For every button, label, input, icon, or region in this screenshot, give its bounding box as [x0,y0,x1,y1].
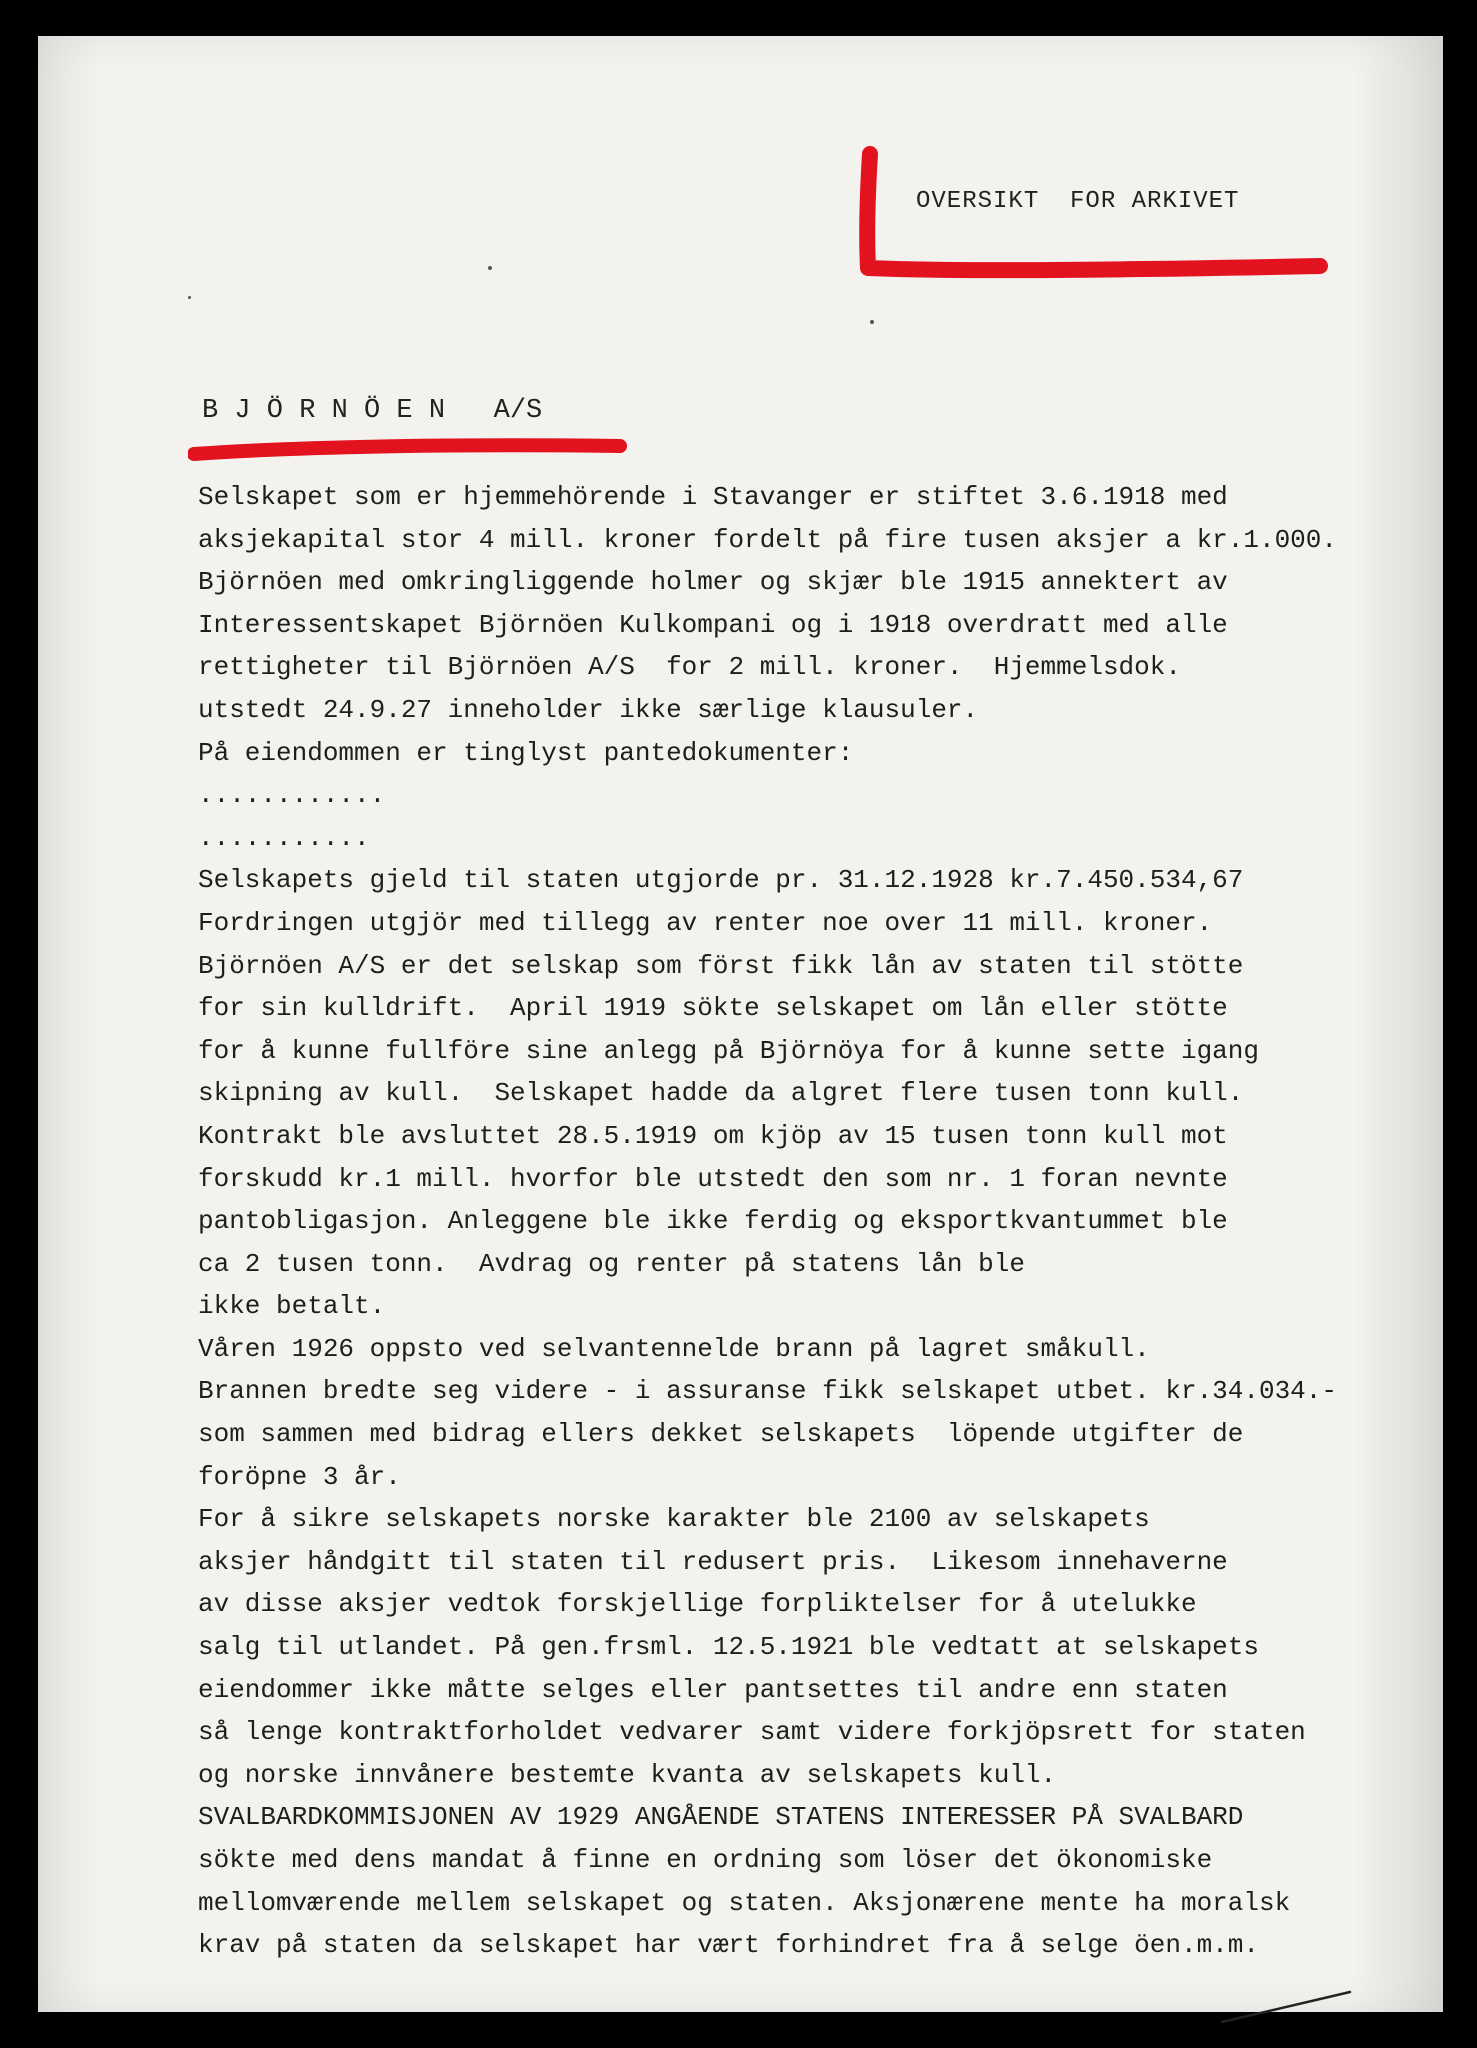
text-line: som sammen med bidrag ellers dekket selskapets löpende utgifter de [198,1419,1244,1450]
red-marker-corner [818,146,1358,286]
text-line: Selskapets gjeld til staten utgjorde pr. 31.12.1928 kr.7.450.534,67 [198,865,1244,896]
text-line: ca 2 tusen tonn. Avdrag og renter på statens lån ble [198,1248,1025,1279]
archive-header: OVERSIKT FOR ARKIVET [916,188,1240,215]
pen-stroke-mark [1218,1986,1358,2026]
text-line: Kontrakt ble avsluttet 28.5.1919 om kjöp av 15 tusen tonn kull mot [198,1120,1228,1151]
text-line: Brannen bredte seg videre - i assuranse fikk selskapet utbet. kr.34.034.- [198,1376,1337,1407]
text-line: Björnöen A/S er det selskap som först fikk lån av staten til stötte [198,950,1244,981]
text-line: krav på staten da selskapet har vært forhindret fra å selge öen.m.m. [198,1930,1259,1961]
text-line: ikke betalt. [198,1291,386,1322]
text-line: ........... [198,822,370,853]
text-line: Fordringen utgjör med tillegg av renter noe over 11 mill. kroner. [198,907,1213,938]
text-line: Björnöen med omkringliggende holmer og skjær ble 1915 annektert av [198,567,1228,598]
document-page [38,36,1443,2012]
text-line: aksjekapital stor 4 mill. kroner fordelt på fire tusen aksjer a kr.1.000. [198,524,1337,555]
text-line: forskudd kr.1 mill. hvorfor ble utstedt den som nr. 1 foran nevnte [198,1163,1228,1194]
text-line: Interessentskapet Björnöen Kulkompani og i 1918 overdratt med alle [198,609,1228,640]
text-line: rettigheter til Björnöen A/S for 2 mill. kroner. Hjemmelsdok. [198,652,1181,683]
text-line: Selskapet som er hjemmehörende i Stavanger er stiftet 3.6.1918 med [198,482,1228,512]
body-text [198,476,1418,1967]
page-left-shadow [38,36,98,2012]
text-line: På eiendommen er tinglyst pantedokumenter: [198,737,854,768]
text-line: av disse aksjer vedtok forskjellige forpliktelser for å utelukke [198,1589,1197,1620]
text-line: for sin kulldrift. April 1919 sökte selskapet om lån eller stötte [198,993,1228,1024]
text-line: aksjer håndgitt til staten til redusert pris. Likesom innehaverne [198,1546,1228,1577]
red-marker-underline [188,436,628,466]
text-line: utstedt 24.9.27 inneholder ikke særlige klausuler. [198,694,979,725]
text-line: ............ [198,780,386,811]
text-line: sökte med dens mandat å finne en ordning som löser det ökonomiske [198,1845,1213,1875]
text-line: for å kunne fullföre sine anlegg på Björnöya for å kunne sette igang [198,1035,1259,1066]
text-line: salg til utlandet. På gen.frsml. 12.5.1921 ble vedtatt at selskapets [198,1632,1259,1663]
text-line: pantobligasjon. Anleggene ble ikke ferdig og eksportkvantummet ble [198,1206,1228,1237]
text-line: SVALBARDKOMMISJONEN AV 1929 ANGÅENDE STATENS INTERESSER PÅ SVALBARD [198,1802,1244,1833]
text-line: mellomværende mellem selskapet og staten. Aksjonærene mente ha moralsk [198,1887,1291,1918]
company-title: B J Ö R N Ö E N A/S [202,396,543,426]
paper-speck [488,266,492,270]
text-line: og norske innvånere bestemte kvanta av selskapets kull. [198,1759,1057,1790]
paper-speck [188,296,191,299]
text-line: skipning av kull. Selskapet hadde da algret flere tusen tonn kull. [198,1078,1244,1109]
text-line: Våren 1926 oppsto ved selvantennelde brann på lagret småkull. [198,1333,1150,1364]
text-line: så lenge kontraktforholdet vedvarer samt videre forkjöpsrett for staten [198,1717,1306,1748]
text-line: For å sikre selskapets norske karakter ble 2100 av selskapets [198,1504,1150,1535]
text-line: foröpne 3 år. [198,1461,401,1492]
paper-speck [870,320,874,324]
text-line: eiendommer ikke måtte selges eller pantsettes til andre enn staten [198,1674,1228,1705]
